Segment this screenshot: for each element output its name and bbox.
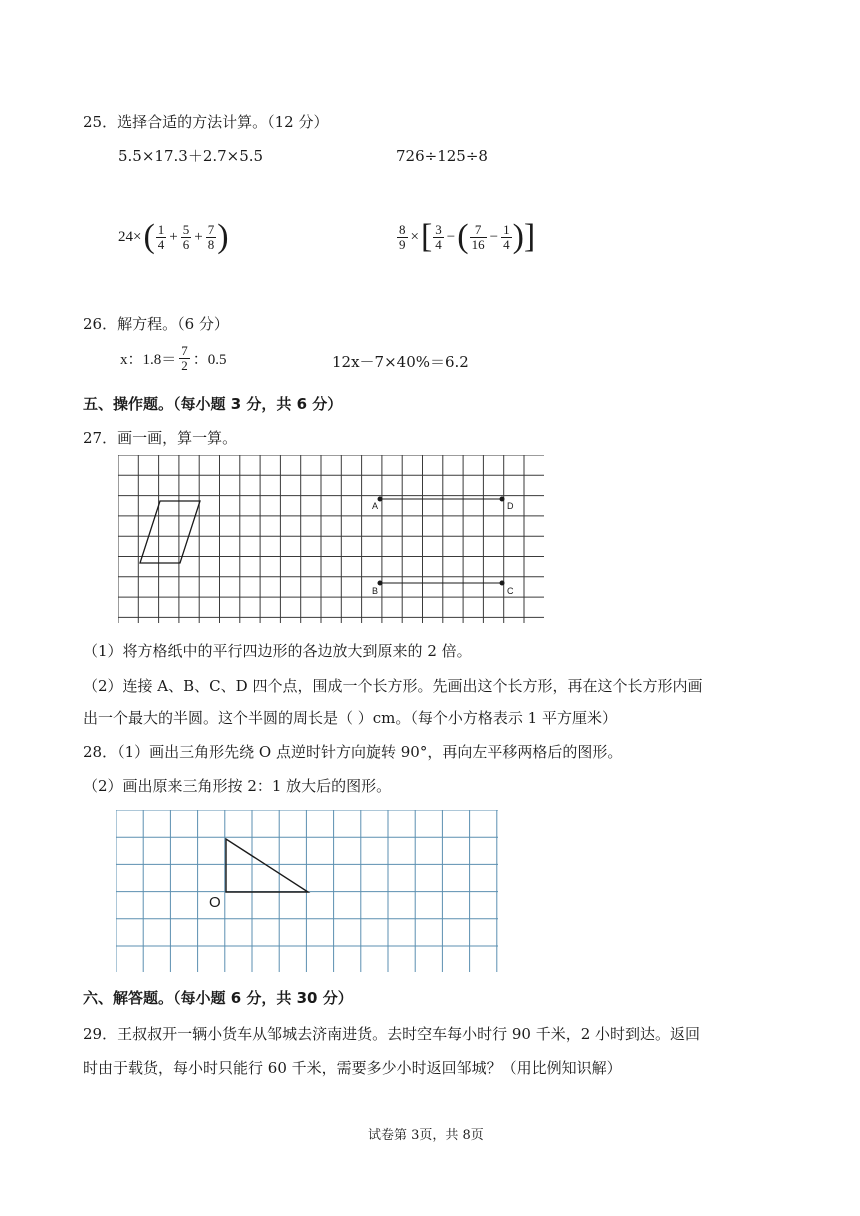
point-o-label: O	[209, 894, 221, 911]
q25-title: 25．选择合适的方法计算。（12 分）	[83, 113, 329, 131]
grid-lines	[118, 455, 544, 623]
q25-expr-1: 5.5×17.3＋2.7×5.5	[118, 147, 264, 165]
q28-part-2: （2）画出原来三角形按 2：1 放大后的图形。	[83, 777, 392, 795]
fraction: $\frac{8}{9}$	[399, 221, 406, 252]
label-a: A	[372, 501, 379, 511]
point-b	[378, 581, 383, 586]
q27-part-1: （1）将方格纸中的平行四边形的各边放大到原来的 2 倍。	[83, 642, 472, 660]
fraction: $\frac{1}{4}$	[157, 221, 165, 252]
triangle	[226, 839, 308, 892]
q27-title: 27．画一画，算一算。	[83, 429, 238, 447]
q27-grid	[118, 455, 546, 629]
section-5-title: 五、操作题。（每小题 3 分，共 6 分）	[83, 395, 343, 413]
q26-eq-1: x：1.8＝ $\frac{7}{2}$ ：0.5	[120, 343, 227, 373]
q29-line-2: 时由于载货，每小时只能行 60 千米，需要多少小时返回邹城？（用比例知识解）	[83, 1059, 622, 1077]
label-c: C	[507, 586, 514, 596]
label-b: B	[372, 586, 379, 596]
q27-part-2-line-1: （2）连接 A、B、C、D 四个点，围成一个长方形。先画出这个长方形，再在这个长方形内画	[83, 677, 703, 695]
point-a	[378, 497, 383, 502]
expr3-lead: 24×	[118, 228, 142, 245]
point-d	[500, 497, 505, 502]
q26-title: 26．解方程。（6 分）	[83, 315, 229, 333]
q29-line-1: 29．王叔叔开一辆小货车从邹城去济南进货。去时空车每小时行 90 千米，2 小时到达。返回	[83, 1025, 701, 1043]
q25-expr-3: 24×( $\frac{1}{4}$ + $\frac{5}{6}$ + $\frac{7}{8}$ )	[118, 218, 229, 255]
q26-eq-2: 12x－7×40%＝6.2	[332, 353, 469, 371]
q25-expr-4: $\frac{8}{9}$ ×[ $\frac{3}{4}$ −( $\frac{7}{16}$ − $\frac{1}{4}$ )]	[399, 218, 536, 255]
q25-expr-2: 726÷125÷8	[396, 147, 488, 165]
page-footer: 试卷第 3页，共 8页	[368, 1128, 484, 1143]
point-c	[500, 581, 505, 586]
q28-grid	[116, 810, 500, 974]
fraction: $\frac{7}{16}$	[471, 221, 485, 252]
fraction: $\frac{7}{8}$	[207, 221, 215, 252]
q27-part-2-line-2: 出一个最大的半圆。这个半圆的周长是（ ）cm。（每个小方格表示 1 平方厘米）	[83, 709, 617, 727]
fraction: $\frac{7}{2}$	[181, 343, 188, 373]
fraction: $\frac{3}{4}$	[435, 221, 442, 252]
parallelogram	[140, 501, 200, 563]
fraction: $\frac{5}{6}$	[182, 221, 190, 252]
fraction: $\frac{1}{4}$	[503, 221, 510, 252]
label-d: D	[507, 501, 514, 511]
q28-part-1: 28．（1）画出三角形先绕 O 点逆时针方向旋转 90°，再向左平移两格后的图形。	[83, 743, 623, 761]
section-6-title: 六、解答题。（每小题 6 分，共 30 分）	[83, 989, 353, 1007]
